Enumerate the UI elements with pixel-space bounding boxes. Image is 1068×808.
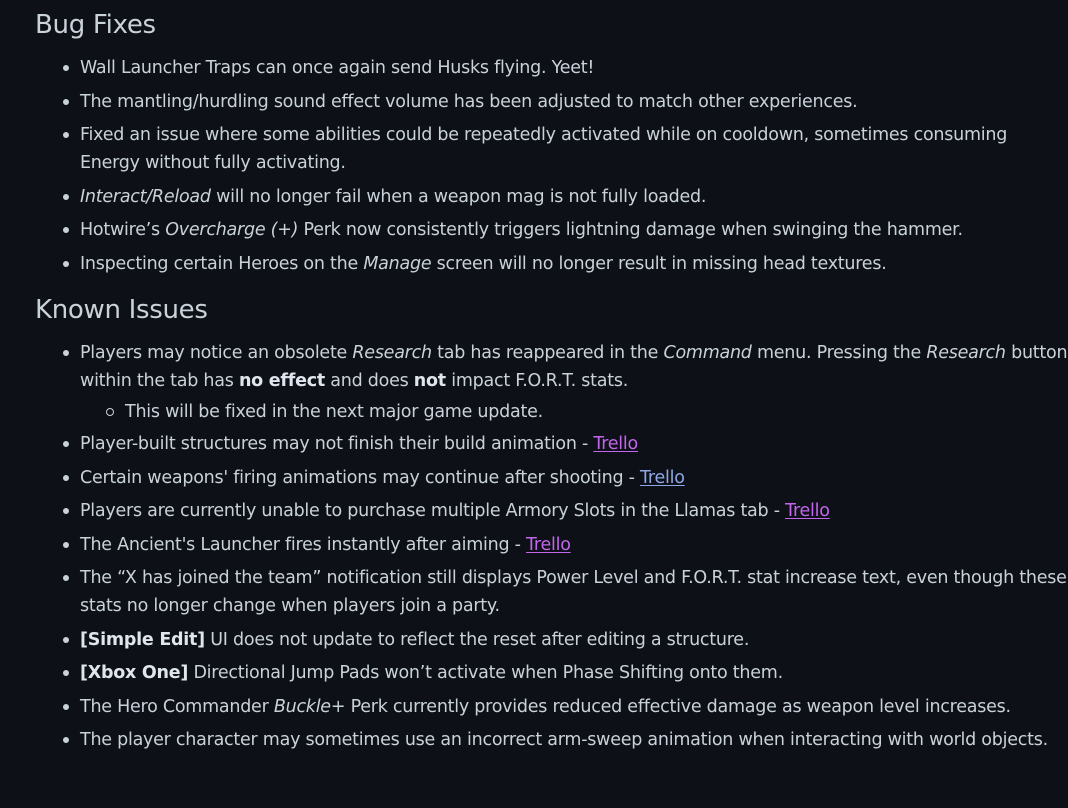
item-bold: not [413, 370, 446, 391]
item-emphasis: Interact/Reload [80, 186, 211, 207]
trello-link[interactable]: Trello [640, 467, 685, 488]
item-text: menu. Pressing the [751, 342, 927, 363]
item-text: UI does not update to reflect the reset after editing a structure. [204, 629, 750, 650]
sub-list-item [80, 399, 1068, 425]
list-item [35, 183, 1068, 211]
sub-list [80, 399, 1068, 425]
item-text: This will be fixed in the next major game update. [125, 401, 543, 422]
item-emphasis: Manage [363, 253, 432, 274]
list-item [35, 88, 1068, 116]
item-text: Wall Launcher Traps can once again send Husks flying. Yeet! [80, 58, 595, 78]
item-emphasis: Command [663, 342, 752, 363]
list-item [35, 497, 1068, 525]
trello-link[interactable]: Trello [593, 434, 638, 454]
list-item [35, 659, 1068, 687]
list-item [35, 430, 1068, 458]
list-item [35, 531, 1068, 559]
list-item [35, 626, 1068, 654]
list-item [35, 216, 1068, 244]
list-item [35, 250, 1068, 278]
item-emphasis: Buckle+ [273, 696, 346, 717]
item-text: Inspecting certain Heroes on the [80, 253, 364, 274]
item-text: impact F.O.R.T. stats. [445, 370, 629, 391]
item-emphasis: Overcharge (+) [165, 220, 299, 240]
item-text: Perk currently provides reduced effective damage as weapon level increases. [345, 696, 1011, 717]
item-text: will no longer fail when a weapon mag is not fully loaded. [210, 186, 707, 207]
item-text: The “X has joined the team” notification still displays Power Level and F.O.R.T. stat increase text, even though these stats no longer change when players join a party. [80, 568, 1067, 616]
item-text: The player character may sometimes use an incorrect arm-sweep animation when interacting with world objects. [80, 730, 1048, 750]
list-item [35, 464, 1068, 492]
item-text: The Hero Commander [80, 696, 274, 717]
item-text: The mantling/hurdling sound effect volume has been adjusted to match other experiences. [80, 91, 858, 112]
platform-tag: [Simple Edit] [80, 629, 205, 650]
list-item [35, 564, 1068, 620]
known-issues-list [35, 339, 1068, 755]
list-item [35, 121, 1068, 177]
list-item [35, 726, 1068, 754]
trello-link[interactable]: Trello [526, 534, 571, 555]
item-text: Players may notice an obsolete [80, 342, 353, 363]
item-text: The Ancient's Launcher fires instantly after aiming - [80, 534, 527, 555]
item-bold: no effect [238, 370, 325, 391]
item-emphasis: Research [926, 342, 1006, 363]
item-text: Hotwire’s [80, 220, 166, 240]
item-text: screen will no longer result in missing head textures. [431, 253, 887, 274]
item-text: Player-built structures may not finish their build animation - [80, 434, 594, 454]
item-text: Players are currently unable to purchase multiple Armory Slots in the Llamas tab - [80, 501, 786, 521]
item-text: Certain weapons' firing animations may continue after shooting - [80, 467, 641, 488]
item-text: Perk now consistently triggers lightning damage when swinging the hammer. [298, 220, 963, 240]
list-item [35, 54, 1068, 82]
item-text: Directional Jump Pads won’t activate when Phase Shifting onto them. [188, 663, 783, 683]
item-text: button within the tab has [80, 342, 1068, 391]
item-text: and does [324, 370, 414, 391]
bug-fixes-heading: Bug Fixes [35, 10, 156, 40]
known-issues-heading: Known Issues [35, 294, 208, 325]
item-emphasis: Research [352, 342, 432, 363]
trello-link[interactable]: Trello [785, 501, 830, 521]
platform-tag: [Xbox One] [80, 663, 189, 683]
bug-fixes-list [35, 54, 1068, 278]
list-item [35, 339, 1068, 425]
item-text: Fixed an issue where some abilities could be repeatedly activated while on cooldown, sometimes consuming Energy without fully activating. [80, 125, 1008, 173]
list-item [35, 693, 1068, 721]
item-text: tab has reappeared in the [431, 342, 664, 363]
